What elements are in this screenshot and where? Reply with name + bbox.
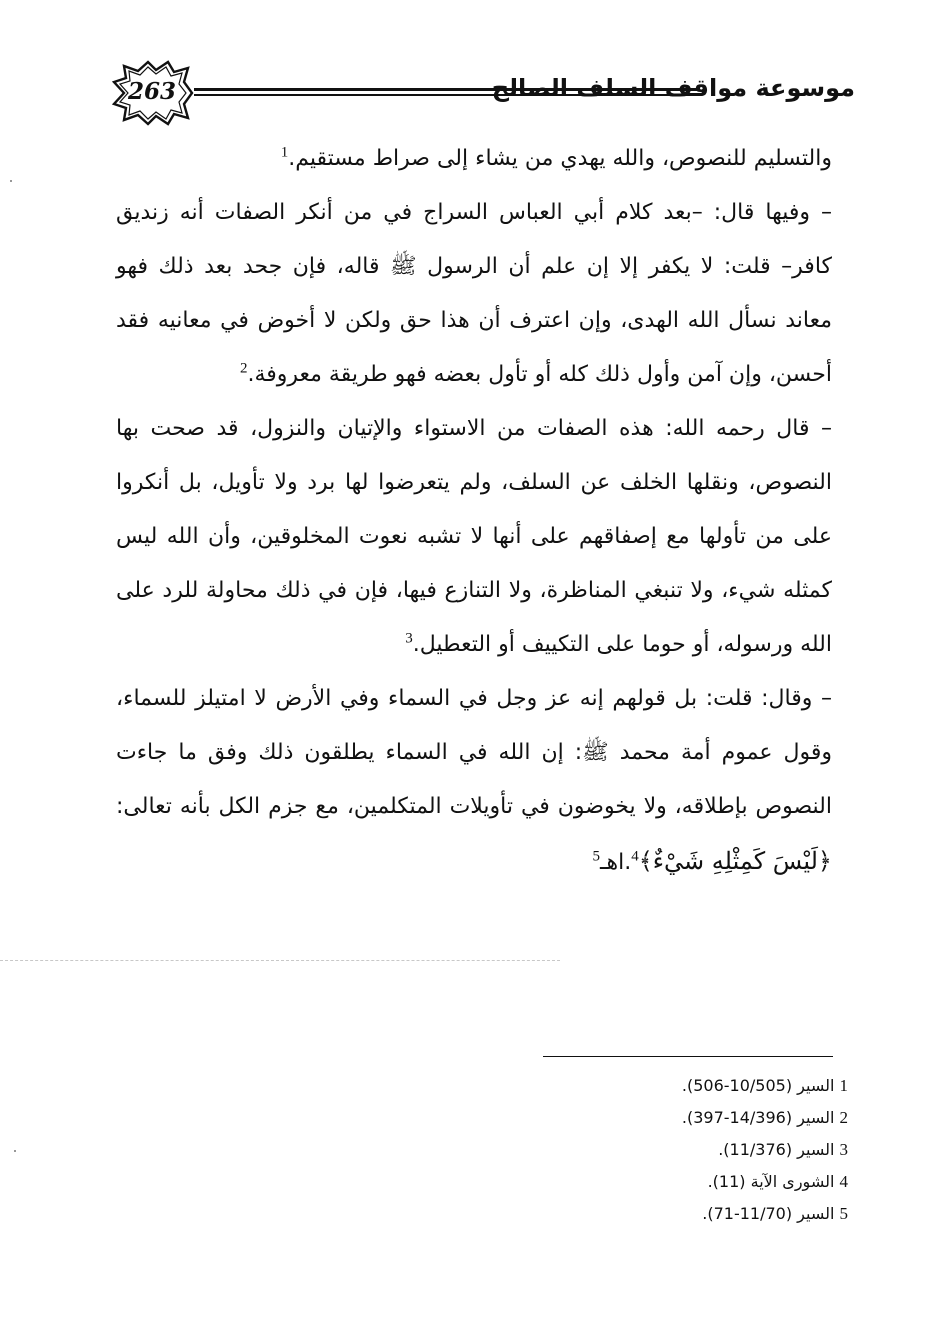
page-header bbox=[110, 58, 855, 128]
footnote-number: 1 bbox=[839, 1076, 848, 1095]
book-title: موسوعة مواقف السلف الصالح bbox=[491, 74, 855, 102]
page-number: 263 bbox=[127, 78, 176, 105]
footnote-number: 2 bbox=[839, 1108, 848, 1127]
paragraph-text: والتسليم للنصوص، والله يهدي من يشاء إلى صراط مستقيم. bbox=[288, 146, 832, 171]
footnote-item bbox=[480, 1070, 848, 1102]
footnote-item bbox=[480, 1166, 848, 1198]
quran-verse: ﴿لَيْسَ كَمِثْلِهِ شَيْءٌ﴾ bbox=[638, 847, 832, 875]
scan-speck bbox=[14, 1150, 16, 1152]
paragraph-4 bbox=[116, 672, 832, 890]
paragraph-text: – وقال: قلت: بل قولهم إنه عز وجل في السماء وفي الأرض لا امتيلز للسماء، وقول عموم أمة محمد ﷺ: إن الله في السماء يطلقون ذلك وفق ما جاءت النصوص بإطلاقه، ولا يخوضون في تأويلات المتكلمين، مع جزم الكل بأنه تعالى: bbox=[116, 686, 832, 819]
footnote-item bbox=[480, 1102, 848, 1134]
scan-speck bbox=[10, 180, 12, 182]
scan-artifact-line bbox=[0, 960, 560, 961]
footnote-marker: 1 bbox=[280, 144, 289, 161]
footnote-text: السير (14/396-397). bbox=[681, 1108, 835, 1127]
footnote-number: 5 bbox=[839, 1204, 848, 1223]
footnote-text: الشورى الآية (11). bbox=[707, 1172, 835, 1191]
paragraph-text: – وفيها قال: –بعد كلام أبي العباس السراج في من أنكر الصفات أنه زنديق كافر– قلت: لا يكفر إلا إن علم أن الرسول ﷺ قاله، فإن جحد بعد ذلك فهو معاند نسأل الله الهدى، وإن اعترف أن هذا حق ولكن لا أخوض في معانيه فقد أحسن، وإن آمن وأول ذلك كله أو تأول بعضه فهو طريقة معروفة. bbox=[116, 200, 832, 387]
footnote-number: 3 bbox=[839, 1140, 848, 1159]
footnote-text: السير (11/376). bbox=[718, 1140, 835, 1159]
footnote-marker: 3 bbox=[405, 630, 413, 647]
paragraph-ending: .اهـ bbox=[600, 850, 632, 875]
footnote-marker: 2 bbox=[239, 360, 248, 377]
footnote-item bbox=[480, 1198, 848, 1230]
footnote-text: السير (10/505-506). bbox=[681, 1076, 835, 1095]
footnote-text: السير (11/70-71). bbox=[702, 1204, 835, 1223]
paragraph-text: – قال رحمه الله: هذه الصفات من الاستواء والإتيان والنزول، قد صحت بها النصوص، ونقلها الخلف عن السلف، ولم يتعرضوا لها برد ولا تأويل، بل أنكروا على من تأولها مع إصفاقهم على أنها لا تشبه نعوت المخلوقين، وأن الله ليس كمثله شيء، ولا تنبغي المناظرة، ولا التنازع فيها، فإن في ذلك محاولة للرد على الله ورسوله، أو حوما على التكييف أو التعطيل. bbox=[116, 416, 832, 657]
paragraph-1 bbox=[116, 132, 832, 186]
footnote-separator bbox=[543, 1056, 833, 1057]
paragraph-2 bbox=[116, 186, 832, 402]
footnote-number: 4 bbox=[839, 1172, 848, 1191]
footnotes bbox=[480, 1070, 848, 1230]
footnote-item bbox=[480, 1134, 848, 1166]
footnote-marker: 5 bbox=[592, 848, 601, 865]
page-number-frame bbox=[110, 58, 194, 128]
page-body bbox=[116, 132, 832, 890]
footnote-marker: 4 bbox=[631, 848, 639, 865]
paragraph-3 bbox=[116, 402, 832, 672]
